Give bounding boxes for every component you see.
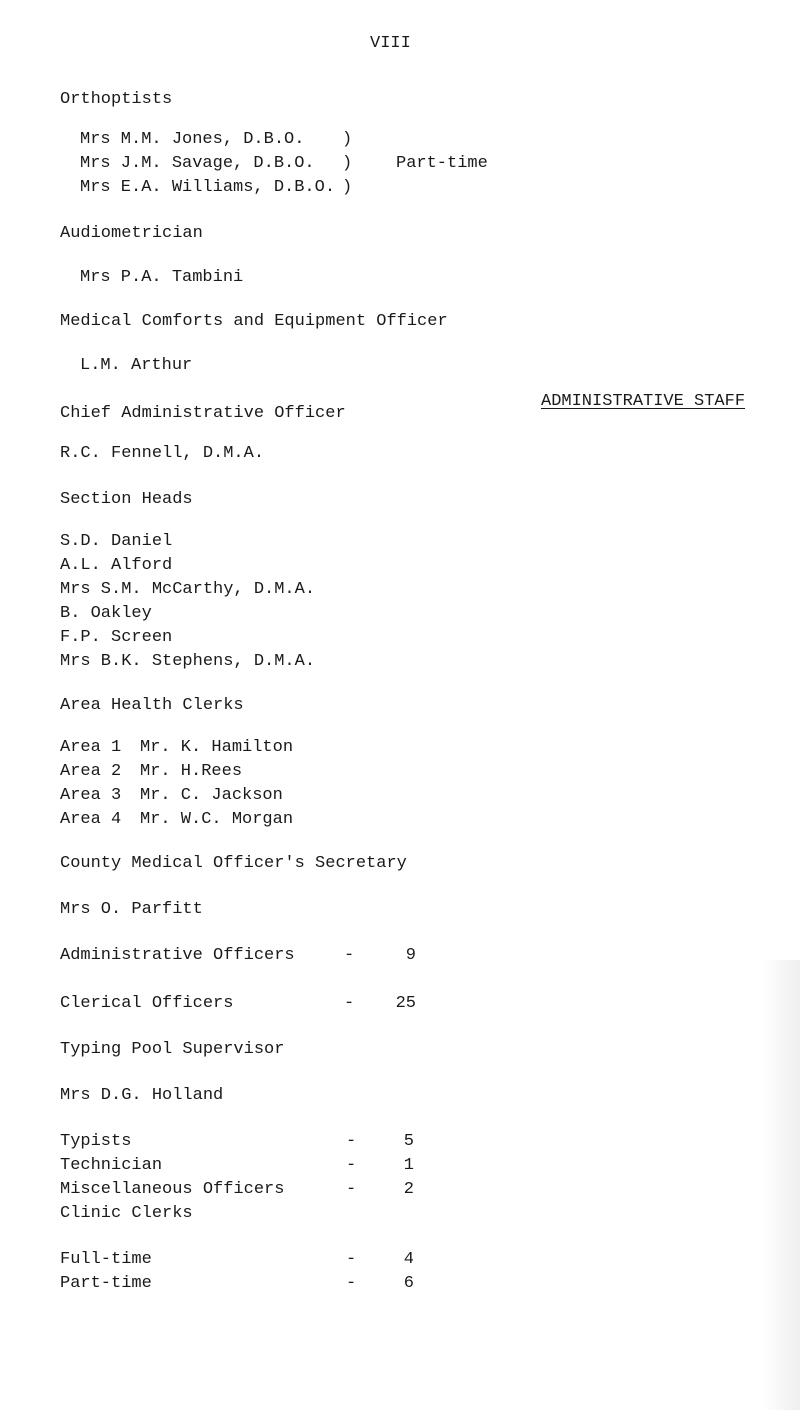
clinic-clerk-value: 6 <box>403 1274 414 1293</box>
section-heads-heading: Section Heads <box>60 490 193 509</box>
other-count-value: 1 <box>403 1156 414 1175</box>
orthoptists-heading: Orthoptists <box>60 90 173 109</box>
part-time-note: Part-time <box>396 154 488 173</box>
staff-count-label: Clerical Officers <box>60 994 234 1013</box>
other-count-label: Miscellaneous Officers <box>60 1180 285 1199</box>
area-label: Area 3 <box>60 786 122 805</box>
area-clerk-name: Mr. H.Rees <box>140 762 243 781</box>
section-head-name: Mrs B.K. Stephens, D.M.A. <box>60 652 316 671</box>
section-head-name: Mrs S.M. McCarthy, D.M.A. <box>60 580 316 599</box>
staff-count-value: 9 <box>405 946 416 965</box>
orthoptist-bracket: ) <box>342 130 353 149</box>
other-count-dash: - <box>346 1156 357 1175</box>
other-count-dash: - <box>346 1180 357 1199</box>
clinic-clerk-label: Full-time <box>60 1250 152 1269</box>
orthoptist-bracket: ) <box>342 178 353 197</box>
area-label: Area 1 <box>60 738 122 757</box>
section-title: ADMINISTRATIVE STAFF <box>541 392 746 411</box>
clinic-clerk-dash: - <box>346 1274 357 1293</box>
section-head-name: F.P. Screen <box>60 628 173 647</box>
staff-count-value: 25 <box>395 994 416 1013</box>
other-count-value: 5 <box>403 1132 414 1151</box>
area-clerk-name: Mr. C. Jackson <box>140 786 283 805</box>
orthoptist-name: Mrs J.M. Savage, D.B.O. <box>80 154 315 173</box>
staff-count-label: Administrative Officers <box>60 946 295 965</box>
staff-count-dash: - <box>344 994 355 1013</box>
orthoptist-name: Mrs M.M. Jones, D.B.O. <box>80 130 305 149</box>
orthoptist-bracket: ) <box>342 154 353 173</box>
area-label: Area 4 <box>60 810 122 829</box>
clinic-clerks-heading: Clinic Clerks <box>60 1204 193 1223</box>
page-number: VIII <box>370 34 411 53</box>
orthoptist-name: Mrs E.A. Williams, D.B.O. <box>80 178 336 197</box>
area-health-clerks-heading: Area Health Clerks <box>60 696 244 715</box>
section-head-name: B. Oakley <box>60 604 152 623</box>
other-count-label: Technician <box>60 1156 163 1175</box>
audiometrician-name: Mrs P.A. Tambini <box>80 268 244 287</box>
clinic-clerk-value: 4 <box>403 1250 414 1269</box>
audiometrician-heading: Audiometrician <box>60 224 203 243</box>
other-count-value: 2 <box>403 1180 414 1199</box>
clinic-clerk-label: Part-time <box>60 1274 152 1293</box>
chief-admin-name: R.C. Fennell, D.M.A. <box>60 444 265 463</box>
chief-admin-heading: Chief Administrative Officer <box>60 404 346 423</box>
area-clerk-name: Mr. W.C. Morgan <box>140 810 294 829</box>
cmo-secretary-name: Mrs O. Parfitt <box>60 900 203 919</box>
area-clerk-name: Mr. K. Hamilton <box>140 738 294 757</box>
other-count-label: Typists <box>60 1132 132 1151</box>
area-label: Area 2 <box>60 762 122 781</box>
medical-comforts-name: L.M. Arthur <box>80 356 193 375</box>
clinic-clerk-dash: - <box>346 1250 357 1269</box>
typing-pool-name: Mrs D.G. Holland <box>60 1086 224 1105</box>
staff-count-dash: - <box>344 946 355 965</box>
other-count-dash: - <box>346 1132 357 1151</box>
cmo-secretary-heading: County Medical Officer's Secretary <box>60 854 407 873</box>
section-head-name: S.D. Daniel <box>60 532 173 551</box>
typing-pool-heading: Typing Pool Supervisor <box>60 1040 285 1059</box>
section-head-name: A.L. Alford <box>60 556 173 575</box>
page-edge-shadow <box>762 960 800 1410</box>
medical-comforts-heading: Medical Comforts and Equipment Officer <box>60 312 448 331</box>
